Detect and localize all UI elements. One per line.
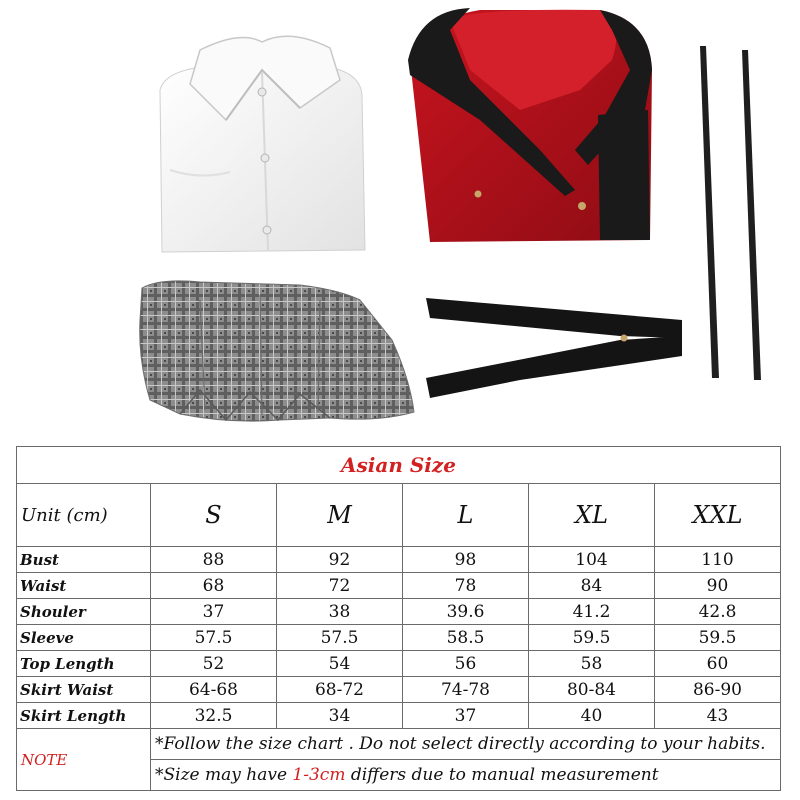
unit-label: Unit (cm) bbox=[17, 484, 151, 547]
table-cell: 37 bbox=[151, 599, 277, 625]
table-row-sleeve bbox=[17, 625, 781, 651]
table-cell: 98 bbox=[403, 547, 529, 573]
table-cell: 86-90 bbox=[655, 677, 781, 703]
row-label: Shouler bbox=[17, 599, 151, 625]
table-cell: 64-68 bbox=[151, 677, 277, 703]
table-cell: 59.5 bbox=[655, 625, 781, 651]
table-cell: 34 bbox=[277, 703, 403, 729]
white-shirt-image bbox=[160, 36, 365, 252]
table-cell: 41.2 bbox=[529, 599, 655, 625]
table-cell: 43 bbox=[655, 703, 781, 729]
table-row-skirt-waist bbox=[17, 677, 781, 703]
size-label-l: L bbox=[403, 484, 529, 547]
table-row-waist bbox=[17, 573, 781, 599]
table-row-bust bbox=[17, 547, 781, 573]
size-chart-table bbox=[16, 446, 781, 791]
table-cell: 39.6 bbox=[403, 599, 529, 625]
table-cell: 59.5 bbox=[529, 625, 655, 651]
row-label: Top Length bbox=[17, 651, 151, 677]
table-cell: 90 bbox=[655, 573, 781, 599]
table-cell: 74-78 bbox=[403, 677, 529, 703]
table-cell: 110 bbox=[655, 547, 781, 573]
table-cell: 84 bbox=[529, 573, 655, 599]
row-label: Skirt Length bbox=[17, 703, 151, 729]
size-label-xl: XL bbox=[529, 484, 655, 547]
table-cell: 58 bbox=[529, 651, 655, 677]
red-jacket-image bbox=[408, 8, 652, 242]
row-label: Sleeve bbox=[17, 625, 151, 651]
black-straps-image bbox=[700, 46, 761, 380]
table-cell: 78 bbox=[403, 573, 529, 599]
table-cell: 42.8 bbox=[655, 599, 781, 625]
table-cell: 72 bbox=[277, 573, 403, 599]
table-cell: 54 bbox=[277, 651, 403, 677]
note-line-1: *Follow the size chart . Do not select directly according to your habits. bbox=[151, 729, 781, 760]
bow-tie-image bbox=[426, 298, 682, 398]
table-cell: 40 bbox=[529, 703, 655, 729]
row-label: Waist bbox=[17, 573, 151, 599]
table-cell: 57.5 bbox=[151, 625, 277, 651]
table-cell: 68-72 bbox=[277, 677, 403, 703]
table-cell: 52 bbox=[151, 651, 277, 677]
note-line-2-prefix: *Size may have bbox=[155, 765, 293, 785]
plaid-skirt-image bbox=[140, 281, 414, 421]
table-row-top-length bbox=[17, 651, 781, 677]
size-label-m: M bbox=[277, 484, 403, 547]
table-cell: 56 bbox=[403, 651, 529, 677]
size-header-row bbox=[17, 484, 781, 547]
table-cell: 104 bbox=[529, 547, 655, 573]
table-cell: 38 bbox=[277, 599, 403, 625]
note-tolerance-value: 1-3cm bbox=[292, 765, 346, 785]
row-label: Skirt Waist bbox=[17, 677, 151, 703]
row-label: Bust bbox=[17, 547, 151, 573]
table-row-skirt-length bbox=[17, 703, 781, 729]
size-label-xxl: XXL bbox=[655, 484, 781, 547]
note-line-2 bbox=[151, 760, 781, 791]
note-line-2-suffix: differs due to manual measurement bbox=[345, 765, 659, 785]
size-label-s: S bbox=[151, 484, 277, 547]
table-cell: 80-84 bbox=[529, 677, 655, 703]
table-row-shoulder bbox=[17, 599, 781, 625]
table-cell: 88 bbox=[151, 547, 277, 573]
table-cell: 57.5 bbox=[277, 625, 403, 651]
table-cell: 92 bbox=[277, 547, 403, 573]
table-cell: 58.5 bbox=[403, 625, 529, 651]
note-label: NOTE bbox=[17, 729, 151, 791]
table-cell: 60 bbox=[655, 651, 781, 677]
table-cell: 32.5 bbox=[151, 703, 277, 729]
table-cell: 68 bbox=[151, 573, 277, 599]
table-cell: 37 bbox=[403, 703, 529, 729]
size-chart-title: Asian Size bbox=[17, 447, 781, 484]
